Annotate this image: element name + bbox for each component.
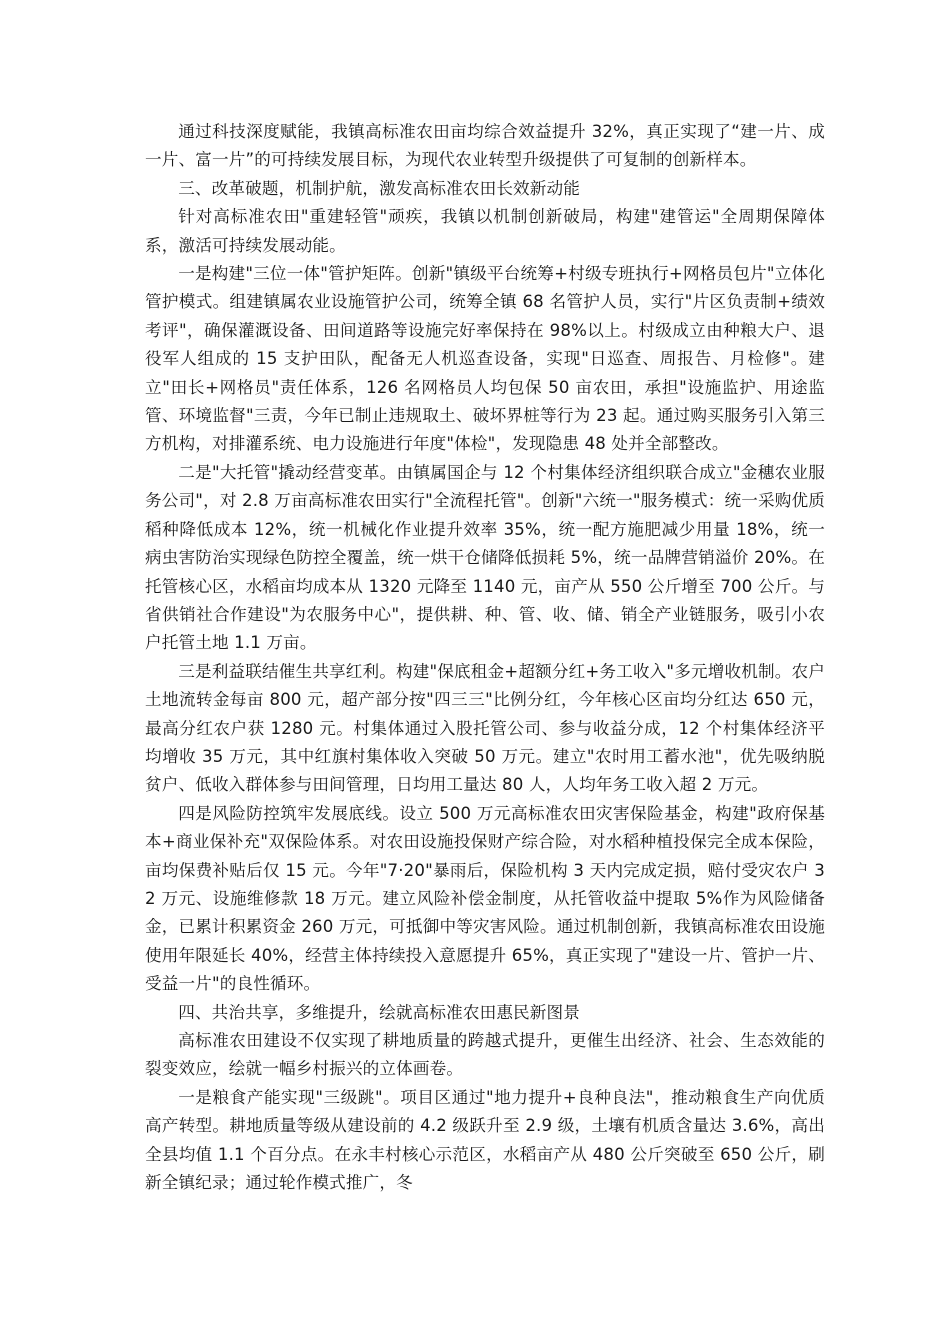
paragraph-trusteeship: 二是"大托管"撬动经营变革。由镇属国企与 12 个村集体经济组织联合成立"金穗农业服务公司"，对 2.8 万亩高标准农田实行"全流程托管"。创新"六统一"服务模式：统一采购优质稻种降低成本 12%，统一机械化作业提升效率 35%，统一配方施肥减少用量 18%，统一病虫害防治实现绿色防控全覆盖，统一烘干仓储降低损耗 5%，统一品牌营销溢价 20%。在托管核心区，水稻亩均成本从 1320 元降至 1140 元，亩产从 550 公斤增至 700 公斤。与省供销社合作建设"为农服务中心"，提供耕、种、管、收、储、销全产业链服务，吸引小农户托管土地 1.1 万亩。 <box>145 462 825 653</box>
document-body <box>145 118 825 1197</box>
paragraph-management-matrix: 一是构建"三位一体"管护矩阵。创新"镇级平台统筹+村级专班执行+网格员包片"立体化管护模式。组建镇属农业设施管护公司，统筹全镇 68 名管护人员，实行"片区负责制+绩效考评"，确保灌溉设备、田间道路等设施完好率保持在 98%以上。村级成立由种粮大户、退役军人组成的 15 支护田队，配备无人机巡查设备，实现"日巡查、周报告、月检修"。建立"田长+网格员"责任体系，126 名网格员人均包保 50 亩农田，承担"设施监护、用途监管、环境监督"三责，今年已制止违规取土、破坏界桩等行为 23 起。通过购买服务引入第三方机构，对排灌系统、电力设施进行年度"体检"，发现隐患 48 处并全部整改。 <box>145 264 825 454</box>
paragraph-risk-control: 四是风险防控筑牢发展底线。设立 500 万元高标准农田灾害保险基金，构建"政府保基本+商业保补充"双保险体系。对农田设施投保财产综合险，对水稻种植投保完全成本保险，亩均保费补贴后仅 15 元。今年"7·20"暴雨后，保险机构 3 天内完成定损，赔付受灾农户 32 万元、设施维修款 18 万元。建立风险补偿金制度，从托管收益中提取 5%作为风险储备金，已累计积累资金 260 万元，可抵御中等灾害风险。通过机制创新，我镇高标准农田设施使用年限延长 40%，经营主体持续投入意愿提升 65%，真正实现了"建设一片、管护一片、受益一片"的良性循环。 <box>145 803 825 994</box>
paragraph-grain-capacity: 一是粮食产能实现"三级跳"。项目区通过"地力提升+良种良法"，推动粮食生产向优质高产转型。耕地质量等级从建设前的 4.2 级跃升至 2.9 级，土壤有机质含量达 3.6%，高出全县均值 1.1 个百分点。在永丰村核心示范区，水稻亩产从 480 公斤突破至 650 公斤，刷新全镇纪录；通过轮作模式推广，冬 <box>145 1087 825 1193</box>
paragraph-benefit-sharing: 三是利益联结催生共享红利。构建"保底租金+超额分红+务工收入"多元增收机制。农户土地流转金每亩 800 元，超产部分按"四三三"比例分红，今年核心区亩均分红达 650 元，最高分红农户获 1280 元。村集体通过入股托管公司、参与收益分成，12 个村集体经济平均增收 35 万元，其中红旗村集体收入突破 50 万元。建立"农时用工蓄水池"，优先吸纳脱贫户、低收入群体参与田间管理，日均用工量达 80 人，人均年务工收入超 2 万元。 <box>145 661 825 795</box>
paragraph-reform-intro: 针对高标准农田"重建轻管"顽疾，我镇以机制创新破局，构建"建管运"全周期保障体系，激活可持续发展动能。 <box>145 207 825 255</box>
section-heading-reform: 三、改革破题，机制护航，激发高标准农田长效新动能 <box>178 178 581 198</box>
section-heading-co-governance: 四、共治共享，多维提升，绘就高标准农田惠民新图景 <box>178 1002 581 1022</box>
paragraph-co-governance-intro: 高标准农田建设不仅实现了耕地质量的跨越式提升，更催生出经济、社会、生态效能的裂变效应，绘就一幅乡村振兴的立体画卷。 <box>145 1031 825 1079</box>
paragraph-tech-benefit-summary: 通过科技深度赋能，我镇高标准农田亩均综合效益提升 32%，真正实现了“建一片、成一片、富一片”的可持续发展目标，为现代农业转型升级提供了可复制的创新样本。 <box>145 122 825 170</box>
